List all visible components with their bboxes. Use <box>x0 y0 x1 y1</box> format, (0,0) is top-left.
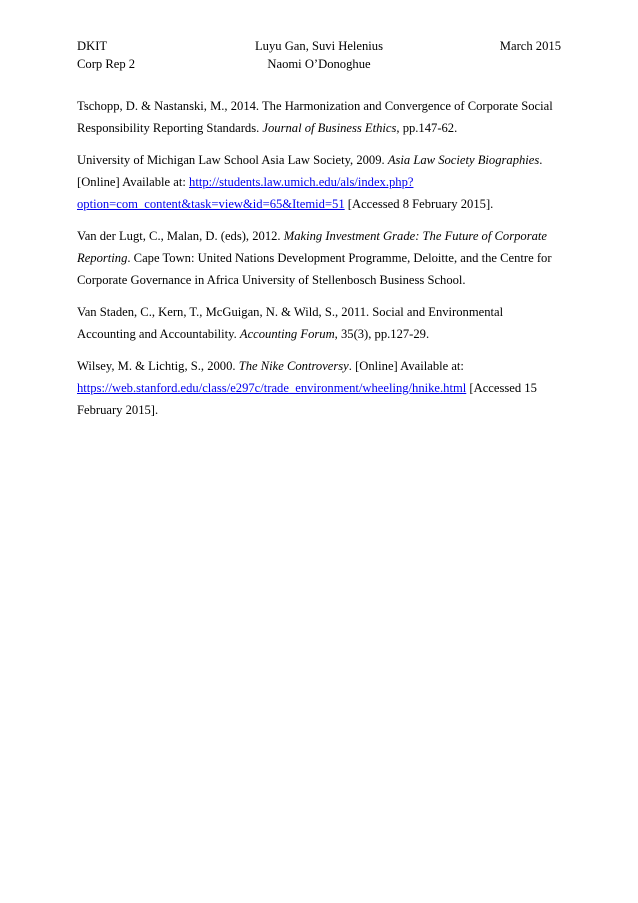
reference-text: . Cape Town: United Nations Development Programme, Deloitte, and the Centre for Corporate Governance in Africa University of Stellenbosch Business School. <box>77 251 552 287</box>
header-institution: DKIT <box>77 39 108 53</box>
reference-text: Tschopp, D. & Nastanski, M., 2014. The Harmonization and Convergence of Corporate Social Responsibility Reporting Standards. <box>77 99 553 135</box>
reference-text: [Accessed 15 February 2015]. <box>77 381 537 417</box>
reference-title: Journal of Business Ethics <box>262 121 397 135</box>
reference-text: Wilsey, M. & Lichtig, S., 2000. <box>77 359 239 373</box>
header-date: March 2015 <box>499 39 561 53</box>
reference-list <box>77 95 563 431</box>
header-course: Corp Rep 2 <box>77 57 136 71</box>
reference-item <box>77 95 563 139</box>
reference-text: , pp.147-62. <box>396 121 458 135</box>
reference-title: Asia Law Society Biographies <box>387 153 540 167</box>
reference-title: Making Investment Grade: The Future of Corporate Reporting <box>77 229 547 265</box>
reference-text: Van der Lugt, C., Malan, D. (eds), 2012. <box>77 229 284 243</box>
reference-text: . [Online] Available at: <box>77 153 543 189</box>
reference-text: Van Staden, C., Kern, T., McGuigan, N. & Wild, S., 2011. Social and Environmental Accounting and Accountability. <box>77 305 504 341</box>
reference-title: Accounting Forum <box>239 327 335 341</box>
header-center <box>77 37 561 73</box>
header-authors-line1: Luyu Gan, Suvi Helenius <box>254 39 384 53</box>
header-authors-line2: Naomi O’Donoghue <box>267 57 371 71</box>
reference-item <box>77 225 563 291</box>
reference-item <box>77 301 563 345</box>
reference-link[interactable]: https://web.stanford.edu/class/e297c/trade_environment/wheeling/hnike.html <box>77 381 467 395</box>
reference-item <box>77 355 563 421</box>
header-right <box>500 37 561 55</box>
reference-text: [Accessed 8 February 2015]. <box>344 197 494 211</box>
reference-title: The Nike Controversy <box>238 359 349 373</box>
page-header <box>77 37 561 73</box>
reference-text: . [Online] Available at: <box>348 359 464 373</box>
reference-text: University of Michigan Law School Asia Law Society, 2009. <box>77 153 388 167</box>
reference-text: , 35(3), pp.127-29. <box>334 327 430 341</box>
reference-item <box>77 149 563 215</box>
reference-link[interactable]: http://students.law.umich.edu/als/index.php?option=com_content&task=view&id=65&Itemid=51 <box>77 175 414 211</box>
